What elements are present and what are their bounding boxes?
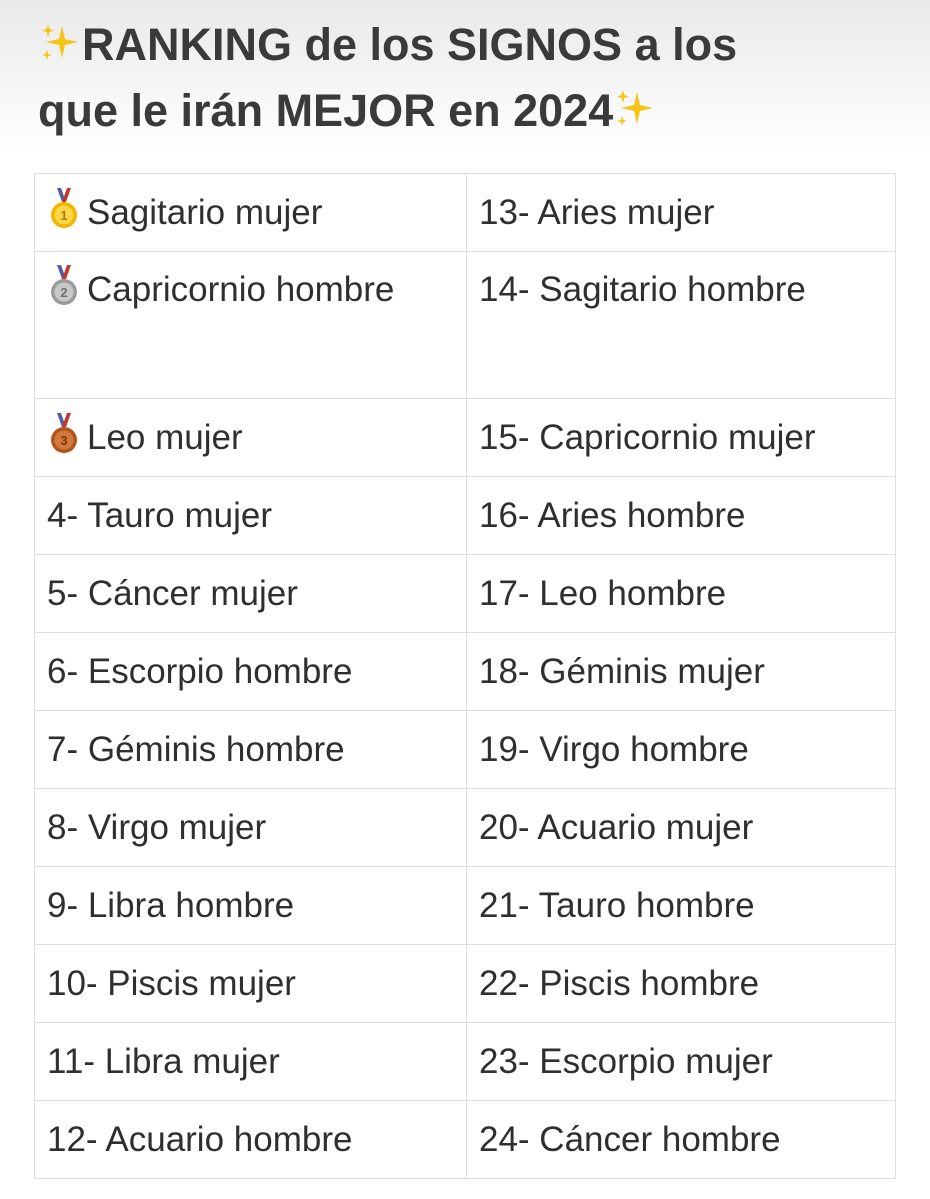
ranking-cell	[35, 555, 467, 633]
table-row	[35, 1023, 896, 1101]
ranking-label: 24- Cáncer hombre	[479, 1119, 781, 1159]
ranking-label: Leo mujer	[87, 417, 243, 457]
ranking-label: Sagitario mujer	[87, 192, 323, 232]
ranking-cell	[467, 1023, 896, 1101]
ranking-cell	[467, 1101, 896, 1179]
ranking-label: 11- Libra mujer	[47, 1041, 280, 1081]
silver-medal-icon	[47, 265, 81, 307]
ranking-label: 6- Escorpio hombre	[47, 651, 353, 691]
ranking-label: 20- Acuario mujer	[479, 807, 754, 847]
ranking-label: 4- Tauro mujer	[47, 495, 273, 535]
ranking-cell	[35, 867, 467, 945]
ranking-label: 16- Aries hombre	[479, 495, 746, 535]
title-line-2: que le irán MEJOR en 2024	[38, 85, 614, 136]
svg-text:1: 1	[60, 207, 68, 223]
sparkles-icon	[613, 88, 657, 132]
title-line-1: RANKING de los SIGNOS a los	[82, 19, 738, 70]
ranking-cell	[35, 477, 467, 555]
ranking-cell	[467, 789, 896, 867]
table-row	[35, 711, 896, 789]
ranking-cell	[467, 945, 896, 1023]
ranking-cell	[35, 252, 467, 399]
table-row	[35, 1101, 896, 1179]
ranking-label: 18- Géminis mujer	[479, 651, 765, 691]
ranking-label: 17- Leo hombre	[479, 573, 727, 613]
ranking-cell	[35, 945, 467, 1023]
svg-text:3: 3	[60, 432, 68, 448]
table-row	[35, 945, 896, 1023]
table-row	[35, 633, 896, 711]
ranking-label: 19- Virgo hombre	[479, 729, 749, 769]
ranking-cell	[467, 711, 896, 789]
ranking-cell	[35, 633, 467, 711]
ranking-cell	[467, 867, 896, 945]
table-row	[35, 399, 896, 477]
svg-text:2: 2	[60, 285, 68, 300]
ranking-cell	[467, 555, 896, 633]
sparkles-icon	[38, 22, 82, 66]
ranking-cell	[35, 1023, 467, 1101]
ranking-label: 7- Géminis hombre	[47, 729, 345, 769]
ranking-cell	[35, 174, 467, 252]
bronze-medal-icon	[47, 413, 81, 455]
table-row	[35, 174, 896, 252]
ranking-cell	[467, 633, 896, 711]
ranking-cell	[467, 477, 896, 555]
ranking-cell	[467, 399, 896, 477]
ranking-label: 23- Escorpio mujer	[479, 1041, 773, 1081]
ranking-cell	[35, 789, 467, 867]
table-row	[35, 555, 896, 633]
ranking-label: 12- Acuario hombre	[47, 1119, 353, 1159]
ranking-label: 21- Tauro hombre	[479, 885, 755, 925]
table-row	[35, 867, 896, 945]
table-row	[35, 477, 896, 555]
table-row	[35, 252, 896, 399]
ranking-label: 22- Piscis hombre	[479, 963, 760, 1003]
ranking-label: 9- Libra hombre	[47, 885, 295, 925]
ranking-cell	[35, 1101, 467, 1179]
ranking-cell	[467, 252, 896, 399]
ranking-label: 14- Sagitario hombre	[479, 270, 806, 309]
page-title	[38, 12, 918, 144]
ranking-label: Capricornio hombre	[87, 270, 395, 309]
table-row	[35, 789, 896, 867]
ranking-label: 8- Virgo mujer	[47, 807, 267, 847]
ranking-cell	[35, 399, 467, 477]
ranking-label: 15- Capricornio mujer	[479, 417, 816, 457]
ranking-cell	[467, 174, 896, 252]
ranking-label: 10- Piscis mujer	[47, 963, 296, 1003]
ranking-cell	[35, 711, 467, 789]
ranking-table	[34, 173, 896, 1179]
gold-medal-icon	[47, 188, 81, 230]
ranking-label: 13- Aries mujer	[479, 192, 715, 232]
ranking-label: 5- Cáncer mujer	[47, 573, 298, 613]
